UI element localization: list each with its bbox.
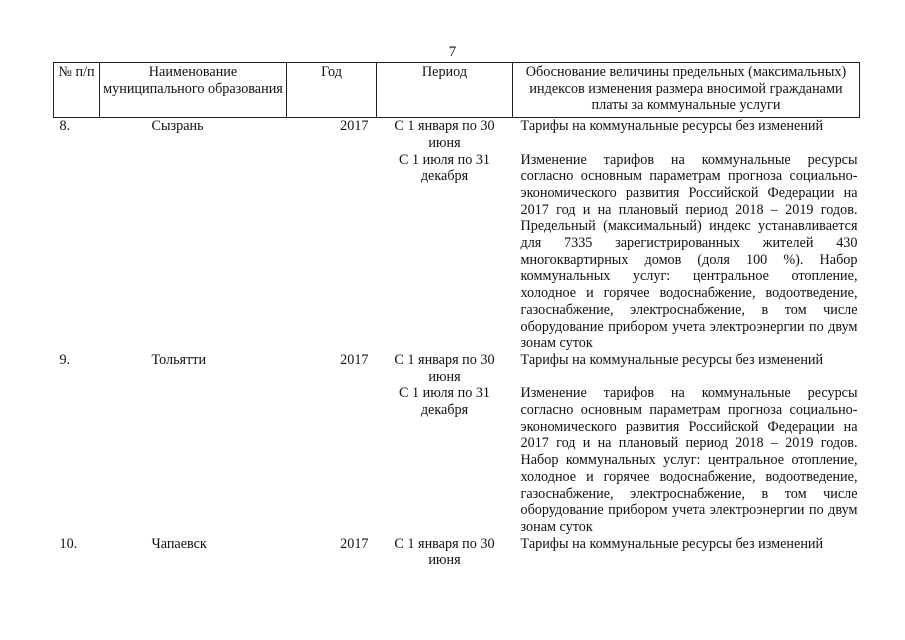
- row-reason: Изменение тарифов на коммунальные ресурсы согласно основным параметрам прогноза социально-экономического развития Российской Федерации на 2017 год и на плановый период 2018 – 2019 годов. Набор коммунальных услуг: центральное отопление, холодное и горячее водоснабжение, водоотведение, газоснабжение, электроснабжение, в том числе оборудование прибором учета электроэнергии по двум зонам суток: [520, 385, 858, 535]
- header-reason: Обоснование величины предельных (максимальных) индексов изменения размера вносимой гражданами платы за коммунальные услуги: [513, 63, 860, 118]
- row-year: 2017: [340, 351, 369, 368]
- municipality-name: Тольятти: [151, 351, 207, 368]
- row-reason: Тарифы на коммунальные ресурсы без изменений: [520, 535, 824, 552]
- row-reason: Тарифы на коммунальные ресурсы без изменений: [520, 118, 824, 135]
- table-header: [54, 63, 860, 118]
- header-period: Период: [377, 63, 513, 118]
- row-period: С 1 июля по 31 декабря: [398, 385, 491, 419]
- row-number: 8.: [59, 118, 71, 135]
- table-row: [54, 536, 860, 569]
- municipality-name: Сызрань: [151, 118, 204, 135]
- row-period: С 1 января по 30 июня: [394, 535, 495, 569]
- municipality-name: Чапаевск: [151, 535, 207, 552]
- table-row: [54, 352, 860, 385]
- row-period: С 1 июля по 31 декабря: [398, 151, 491, 185]
- tariff-table: [53, 62, 860, 569]
- header-num: № п/п: [54, 63, 100, 118]
- row-reason: Тарифы на коммунальные ресурсы без изменений: [520, 351, 824, 368]
- row-period: С 1 января по 30 июня: [394, 351, 495, 385]
- row-number: 10.: [59, 535, 78, 552]
- row-number: 9.: [59, 351, 71, 368]
- row-year: 2017: [340, 535, 369, 552]
- row-period: С 1 января по 30 июня: [394, 118, 495, 151]
- row-reason: Изменение тарифов на коммунальные ресурсы согласно основным параметрам прогноза социально-экономического развития Российской Федерации на 2017 год и на плановый период 2018 – 2019 годов. Предельный (максимальный) индекс устанавливается для 7335 зарегистрированных жителей 430 многоквартирных домов (доля 100 %). Набор коммунальных услуг: центральное отопление, холодное и горячее водоснабжение, водоотведение, газоснабжение, электроснабжение, в том числе оборудование прибором учета электроэнергии по двум зонам суток: [520, 151, 858, 352]
- header-year: Год: [287, 63, 377, 118]
- header-name: Наименование муниципального образования: [100, 63, 287, 118]
- row-year: 2017: [340, 118, 369, 135]
- page-number: 7: [448, 44, 457, 60]
- table-row: [54, 118, 860, 152]
